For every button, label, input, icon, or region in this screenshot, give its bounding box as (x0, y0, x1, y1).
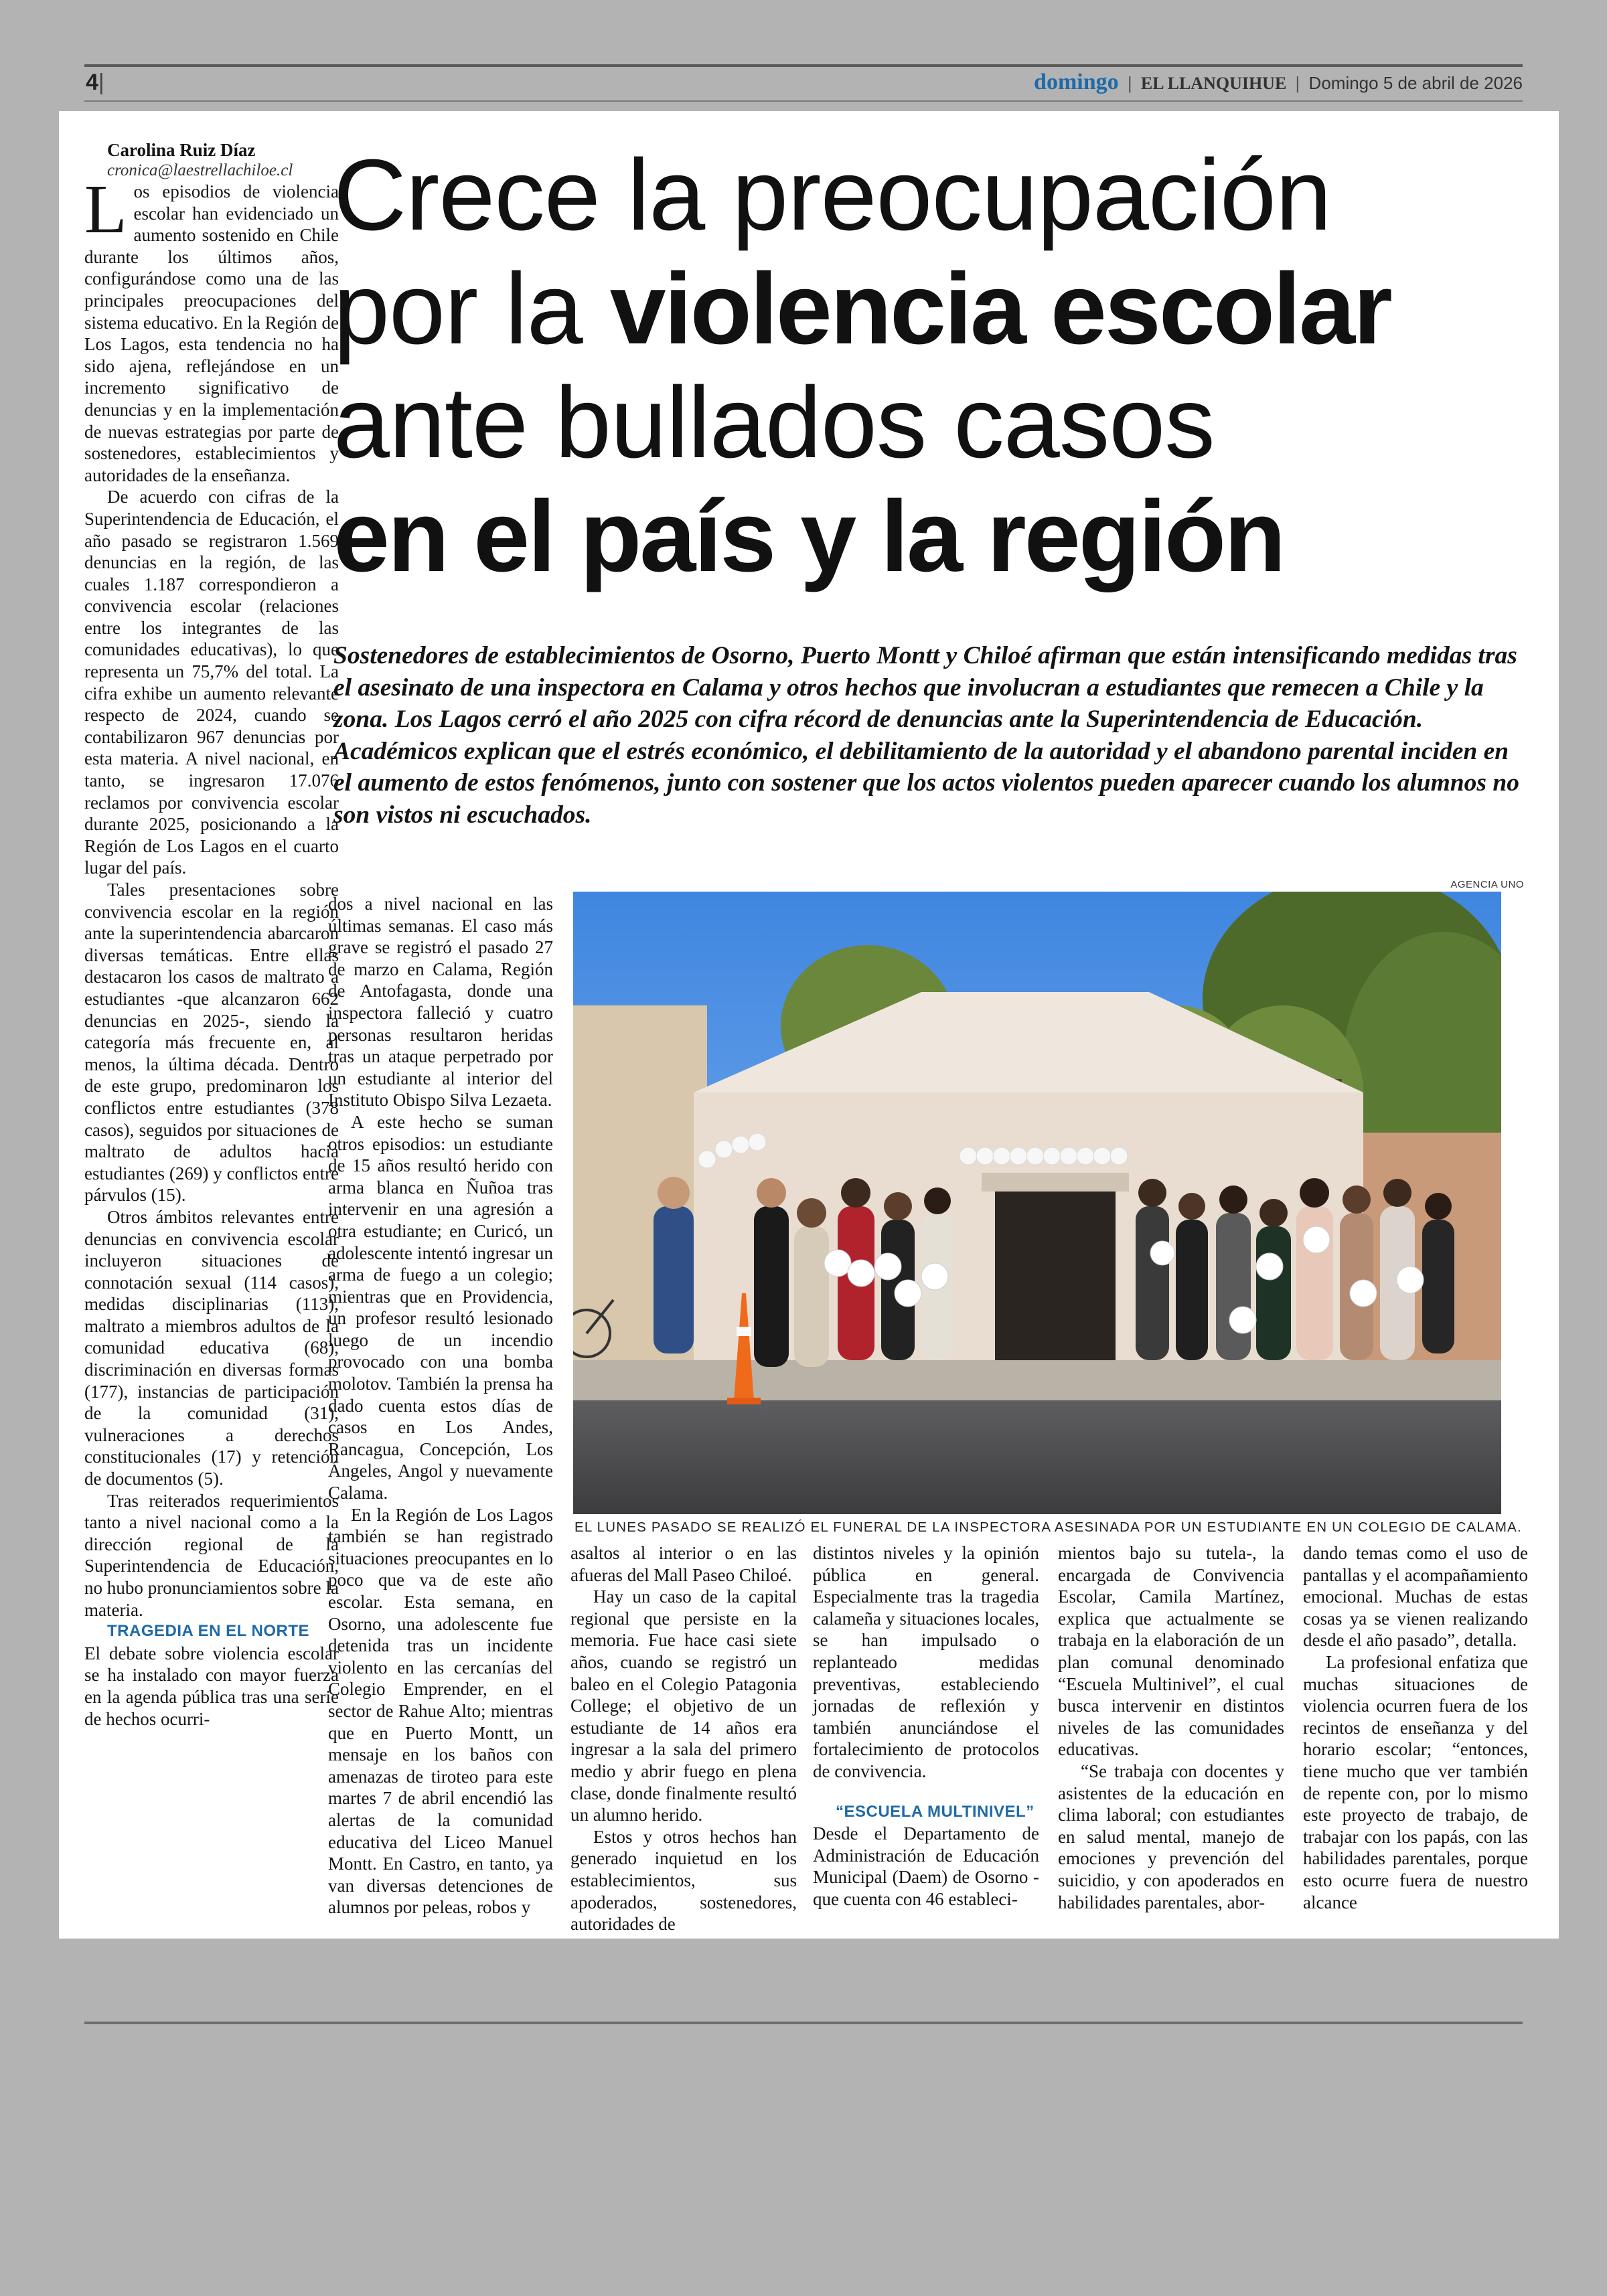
headline-line: por la violencia escolar (333, 252, 1391, 365)
headline (333, 138, 1552, 593)
paragraph: En la Región de Los Lagos también se han registrado situaciones preocupantes en lo poco que va de este año escolar. Esta semana, en Osorno, una adolescente fue detenida tras un incidente violento en las cercanías del Colegio Emprender, en el sector de Rahue Alto; mientras que en Puerto Montt, un mensaje en los baños con amenazas de tiroteo para este martes 7 de abril encendió las alertas de la comunidad educativa del Liceo Manuel Montt. En Castro, en tanto, ya van diversas detenciones de alumnos por peleas, robos y (328, 1504, 553, 1918)
paragraph: La profesional enfatiza que muchas situaciones de violencia ocurren fuera de los recintos de enseñanza y del horario escolar; “entonces, tiene mucho que ver también de repente con, por lo mismo este proyecto de trabajo, de trabajar con los papás, con las habilidades parentales, porque esto ocurre fuera de nuestro alcance (1303, 1651, 1528, 1912)
paragraph: dos a nivel nacional en las últimas semanas. El caso más grave se registró el pasado 27 de marzo en Calama, Región de Antofagasta, donde una inspectora falleció y cuatro personas resultaron heridas tras un ataque perpetrado por un estudiante al interior del Instituto Obispo Silva Lezaeta. (328, 894, 553, 1111)
paragraph: A este hecho se suman otros episodios: un estudiante de 15 años resultó herido con arma blanca en Ñuñoa tras intervenir en una agresión a otra estudiante; en Curicó, un adolescente intentó ingresar un arma de fuego a un colegio; mientras que en Providencia, un profesor resultó lesionado luego de un incendio provocado con una bomba molotov. También la prensa ha dado cuenta estos días de casos en Los Andes, Rancagua, Concepción, Los Ángeles, Angol y nuevamente Calama. (328, 1111, 553, 1503)
paragraph: mientos bajo su tutela-, la encargada de Convivencia Escolar, Camila Martínez, explica que actualmente se trabaja en la elaboración de un plan comunal denominado “Escuela Multinivel”, el cual busca intervenir en distintos niveles de las comunidades educativas. (1058, 1543, 1284, 1760)
headline-line: en el país y la región (333, 479, 1284, 592)
newspaper-name: EL LLANQUIHUE (1140, 74, 1287, 93)
paragraph: De acuerdo con cifras de la Superintendencia de Educación, el año pasado se registraron 1.569 denuncias en la región, de las cuales 1.187 correspondieron a convivencia escolar (relaciones entre los integrantes de las comunidades educativas), lo que representa un 75,7% del total. La cifra exhibe un aumento relevante respecto de 2024, cuando se contabilizaron 967 denuncias por esta materia. A nivel nacional, en tanto, se ingresaron 17.076 reclamos por convivencia escolar durante 2025, posicionando a la Región de Los Lagos en el cuarto lugar del país. (84, 487, 339, 878)
paragraph: Estos y otros hechos han generado inquietud en los establecimientos, sus apoderados, sostenedores, autoridades de (570, 1826, 797, 1935)
byline-email: cronica@laestrellachiloe.cl (107, 161, 293, 179)
paragraph: Tras reiterados requerimientos tanto a nivel nacional como a la dirección regional de la Superintendencia de Educación, no hubo pronunciamientos sobre la materia. (84, 1490, 339, 1620)
paragraph: “Se trabaja con docentes y asistentes de la educación en clima laboral; con estudiantes en salud mental, manejo de emociones y prevención del suicidio, y con apoderados en habilidades parentales, abor- (1058, 1760, 1284, 1912)
article-column-3 (570, 1542, 797, 1935)
paragraph: Desde el Departamento de Administración de Educación Municipal (Daem) de Osorno -que cuenta con 46 estableci- (813, 1823, 1039, 1909)
issue-date: Domingo 5 de abril de 2026 (1308, 73, 1523, 93)
page-number: 4| (86, 70, 104, 95)
page-header (1034, 70, 1523, 95)
paragraph: asaltos al interior o en las afueras del Mall Paseo Chiloé. (570, 1543, 797, 1585)
subheading: TRAGEDIA EN EL NORTE (107, 1622, 310, 1641)
header-top-rule (84, 64, 1523, 67)
footer-rule (84, 2022, 1523, 2024)
photo-caption: EL LUNES PASADO SE REALIZÓ EL FUNERAL DE LA INSPECTORA ASESINADA POR UN ESTUDIANTE EN UN COLEGIO DE CALAMA. (575, 1520, 1522, 1535)
funeral-photo-image (573, 892, 1501, 1514)
section-name: domingo (1034, 70, 1119, 94)
newspaper-page (59, 111, 1559, 1939)
header-rule (84, 100, 1523, 102)
headline-line: Crece la preocupación (333, 138, 1331, 251)
lead-paragraph: Sostenedores de establecimientos de Osorno, Puerto Montt y Chiloé afirman que están intensificando medidas tras el asesinato de una inspectora en Calama y otros hechos que involucran a estudiantes que remecen a Chile y la zona. Los Lagos cerró el año 2025 con cifra récord de denuncias ante la Superintendencia de Educación. Académicos explican que el estrés económico, el debilitamiento de la autoridad y el abandono parental inciden en el aumento de estos fenómenos, junto con sostener que los actos violentos pueden aparecer cuando los alumnos no son vistos ni escuchados. (333, 642, 1519, 829)
funeral-photo (573, 892, 1501, 1514)
header-separator: | (1295, 73, 1300, 93)
drop-cap: L (84, 171, 127, 248)
article-column-5 (1058, 1542, 1284, 1913)
article-column-2 (328, 893, 553, 1918)
header-separator: | (1127, 73, 1132, 93)
paragraph: Otros ámbitos relevantes entre denuncias en convivencia escolar incluyeron situaciones de connotación sexual (114 casos), medidas disciplinarias (113), maltrato a miembros adultos de la comunidad educativa (68), discriminación en diversas formas (177), instancias de participación de la comunidad (31), vulneraciones a derechos constitucionales (17) y retención de documentos (5). (84, 1206, 339, 1489)
article-column-6 (1303, 1542, 1528, 1913)
paragraph: Los episodios de violencia escolar han evidenciado un aumento sostenido en Chile durante los últimos años, configurándose como una de las principales preocupaciones del sistema educativo. En la Región de Los Lagos, esta tendencia no ha sido ajena, reflejándose en un incremento significativo de denuncias y en la implementación de nuevas estrategias por parte de sostenedores, establecimientos y autoridades de la enseñanza. (84, 171, 339, 485)
article-column-1 (84, 139, 339, 1730)
headline-line: ante bullados casos (333, 365, 1215, 479)
paragraph: dando temas como el uso de pantallas y el acompañamiento emocional. Muchas de estas cosas ya se vienen realizando desde el año pasado”, detalla. (1303, 1543, 1528, 1651)
byline-author: Carolina Ruiz Díaz (107, 140, 256, 160)
paragraph: Hay un caso de la capital regional que persiste en la memoria. Fue hace casi siete años, cuando se registró un baleo en el Colegio Patagonia College; el objetivo de un estudiante de 14 años era ingresar a la sala del primero medio y abrir fuego en plena clase, donde finalmente resultó un alumno herido. (570, 1586, 797, 1825)
article-column-4 (813, 1542, 1039, 1910)
paragraph: Tales presentaciones sobre convivencia escolar en la región ante la superintendencia abarcaron diversas temáticas. Entre ellas destacaron los casos de maltrato a estudiantes -que alcanzaron 662 denuncias en 2025-, siendo la categoría más frecuente en, al menos, la última década. Dentro de este grupo, predominaron los conflictos entre estudiantes (378 casos), seguidos por situaciones de maltrato de adultos hacia estudiantes (269) y conflictos entre párvulos (15). (84, 880, 339, 1206)
subheading: “ESCUELA MULTINIVEL” (836, 1802, 1035, 1821)
photo-credit: AGENCIA UNO (1450, 879, 1524, 890)
paragraph: El debate sobre violencia escolar se ha instalado con mayor fuerza en la agenda pública tras una serie de hechos ocurri- (84, 1643, 339, 1729)
paragraph: distintos niveles y la opinión pública en general. Especialmente tras la tragedia calameña y situaciones locales, se han impulsado o replanteado medidas preventivas, estableciendo jornadas de reflexión y también anunciándose el fortalecimiento de protocolos de convivencia. (813, 1543, 1039, 1781)
